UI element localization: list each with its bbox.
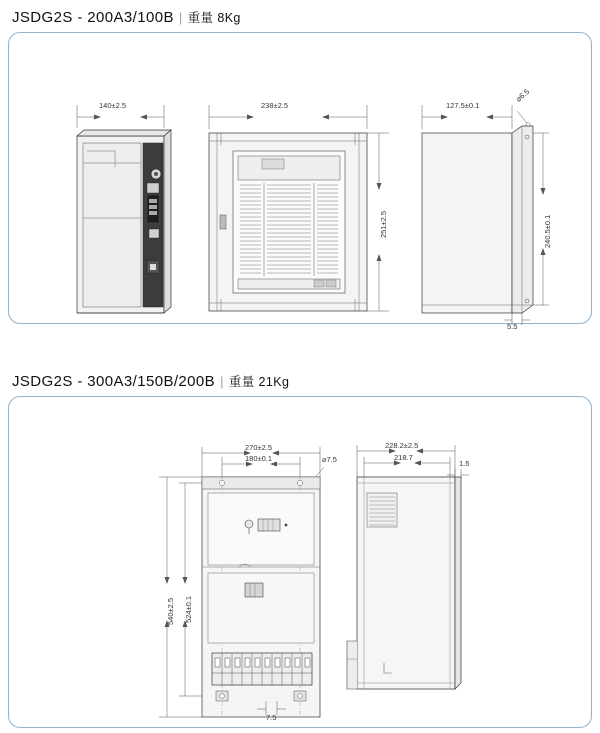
product-section-200a3 [8,8,592,331]
dim-mount-hole: ⌀7.5 [322,455,337,464]
dim-front-width: 140±2.5 [99,101,127,110]
weight-unit: Kg [273,375,290,389]
dim-side-hole: ⌀6.5 [514,86,532,104]
dim-bottom-offset: 5.5 [507,322,518,331]
technical-drawing-300a3 [9,397,593,727]
section-title-300a3 [8,372,592,396]
dim-front-width-outer: 270±2.5 [245,443,273,452]
dim-front-height-outer: 540±2.5 [166,597,175,625]
dim-side-edge: 1.5 [459,459,470,468]
model-name: JSDG2S - 300A3/150B/200B [12,373,216,390]
dim-front-width-inner: 180±0.1 [245,454,273,463]
dim-side-width-inner: 218.7 [394,453,413,462]
weight-unit: Kg [224,11,241,25]
dim-front-height-inner: 524±0.1 [184,595,193,623]
technical-drawing-200a3 [9,33,593,323]
dim-top-width: 238±2.5 [261,101,289,110]
dim-side-depth: 127.5±0.1 [446,101,480,110]
weight-label: 重量 [228,375,255,389]
weight-value: 21 [258,375,274,389]
dim-top-height: 251±2.5 [379,210,388,238]
drawing-panel-300a3 [8,396,592,728]
title-separator: | [178,10,183,25]
title-separator: | [220,374,224,389]
dim-side-width-outer: 228.2±2.5 [385,441,419,450]
dim-side-height: 240.5±0.1 [543,214,552,248]
dim-bottom-offset: 7.5 [266,713,277,722]
weight-label: 重量 [187,11,214,25]
section-title-200a3 [8,8,592,32]
weight-value: 8 [217,11,225,25]
drawing-panel-200a3 [8,32,592,331]
product-section-300a3 [8,372,592,728]
model-name: JSDG2S - 200A3/100B [12,9,174,26]
